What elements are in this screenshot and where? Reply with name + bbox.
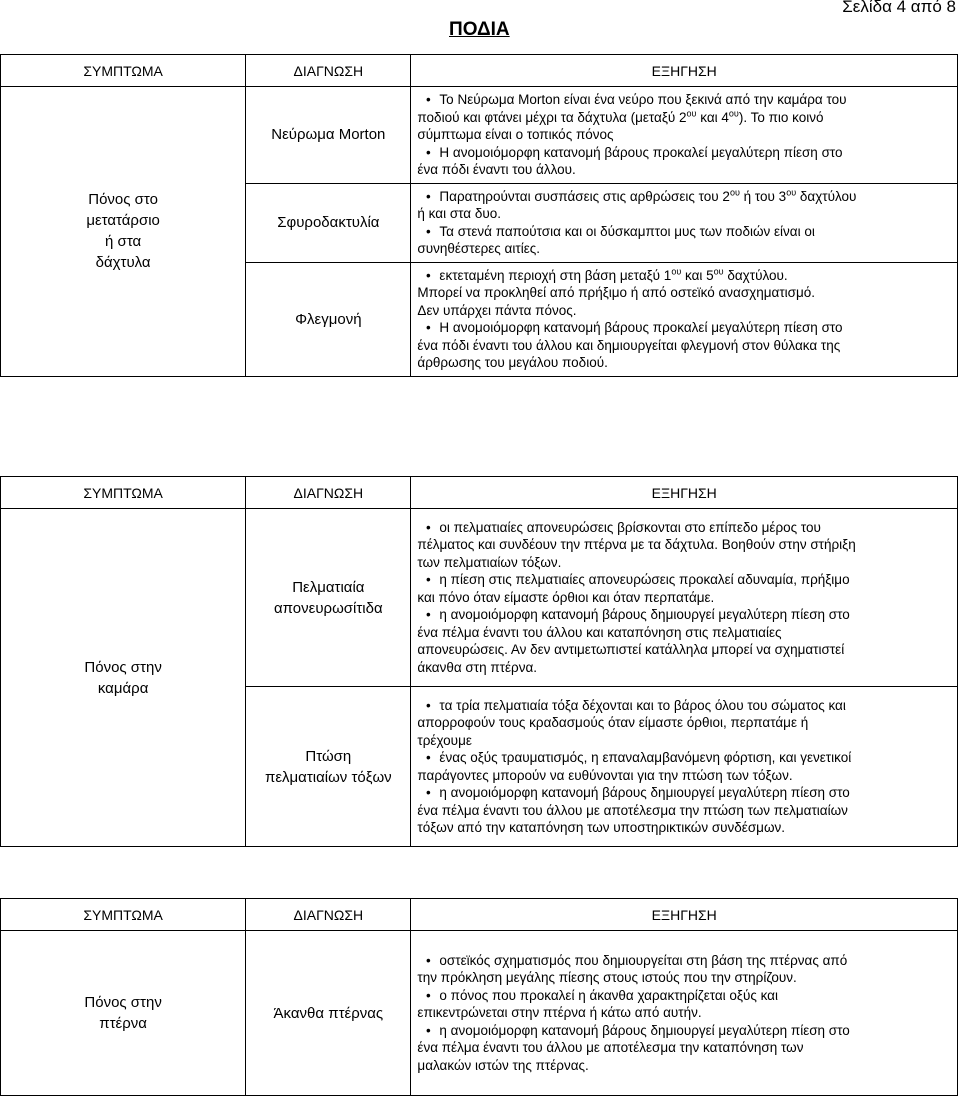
explanation-line [417,1004,941,1022]
bullet-icon: • [426,987,431,1003]
explanation-text: ο πόνος που προκαλεί η άκανθα χαρακτηρίζεται οξύς και [439,987,778,1003]
explanation-text: Τα στενά παπούτσια και οι δύσκαμπτοι μυς των ποδιών είναι οι [439,223,815,239]
explanation-cell [411,931,958,1096]
explanation-text: επικεντρώνεται στην πτέρνα ή κάτω από αυτήν. [417,1005,702,1021]
explanation-line [417,240,941,258]
explanation-text: πέλματος και συνδέουν την πτέρνα με τα δάχτυλα. Βοηθούν στην στήριξη [417,537,856,553]
diagnosis-line: Πτώση [305,747,352,765]
explanation-line [417,624,941,642]
explanation-text: ένα πόδι έναντι του άλλου και δημιουργείται φλεγμονή στον θύλακα της [417,337,841,353]
symptom-table [0,476,958,847]
symptom-table [0,54,958,377]
symptom-line: Πόνος στην [84,658,162,676]
explanation-text: η ανομοιόμορφη κατανομή βάρους δημιουργεί μεγαλύτερη πίεση στο [439,1022,850,1038]
explanation-line [417,987,941,1005]
explanation-cell [411,183,958,262]
explanation-text: ένα πόδι έναντι του άλλου. [417,162,576,177]
explanation-line [417,749,941,767]
symptom-table [0,898,958,1096]
explanation-text: ή του 3 [739,188,787,204]
explanation-cell [411,87,958,184]
explanation-text: τα τρία πελματιαία τόξα δέχονται και το βάρος όλου του σώματος και [439,697,846,713]
explanation-text: σύμπτωμα είναι ο τοπικός πόνος [417,127,614,142]
bullet-icon: • [426,188,431,204]
explanation-line [417,519,941,537]
table-row [1,931,958,1096]
explanation-text: Δεν υπάρχει πάντα πόνος. [417,302,577,318]
diagnosis-line: Φλεγμονή [295,310,362,328]
explanation-line [417,784,941,802]
explanation-line [417,354,941,372]
explanation-line [417,641,941,659]
bullet-icon: • [426,223,431,239]
explanation-line [417,697,941,715]
explanation-text: συνηθέστερες αιτίες. [417,241,540,256]
explanation-line [417,714,941,732]
table-header-row [1,477,958,509]
symptom-line: δάχτυλα [95,254,151,272]
diagnosis-cell [246,931,411,1096]
header-symptom: ΣΥΜΠΤΩΜΑ [1,899,246,931]
symptom-cell [1,87,246,377]
explanation-line [417,205,941,223]
explanation-line [417,109,941,127]
explanation-text: Το Νεύρωμα Morton είναι ένα νεύρο που ξεκινά από την καμάρα του [439,92,847,107]
explanation-text: δαχτύλου. [723,267,788,283]
explanation-line [417,1057,941,1075]
explanation-text: άρθρωσης του μεγάλου ποδιού. [417,355,608,370]
page-number: Σελίδα 4 από 8 [842,0,956,16]
explanation-line [417,302,941,320]
explanation-text: τρέχουμε [417,732,472,748]
explanation-text: Μπορεί να προκληθεί από πρήξιμο ή από οστεϊκό ανασχηματισμό. [417,285,816,300]
explanation-text: ποδιού και φτάνει μέχρι τα δάχτυλα (μεταξύ 2 [417,109,687,125]
explanation-text: ). Το πιο κοινό [738,109,824,125]
explanation-text: ένα πέλμα έναντι του άλλου και καταπόνηση στις πελματιαίες [417,624,782,640]
symptom-line: καμάρα [97,679,149,697]
explanation-line [417,589,941,607]
table-header-row [1,899,958,931]
explanation-line [417,767,941,785]
ordinal-superscript: ου [686,108,697,118]
explanation-text: ένα πέλμα έναντι του άλλου με αποτέλεσμα την πτώση των πελματιαίων [417,802,848,818]
bullet-icon: • [426,267,431,283]
bullet-icon: • [426,572,431,588]
header-explanation: ΕΞΗΓΗΣΗ [411,899,958,931]
explanation-text: άκανθα στη πτέρνα. [417,659,538,675]
explanation-text: παράγοντες μπορούν να ευθύνονται για την πτώση των τόξων. [417,767,793,783]
explanation-text: Παρατηρούνται συσπάσεις στις αρθρώσεις του 2 [439,188,730,204]
explanation-text: τόξων από την καταπόνηση των υποστηρικτικών συνδέσμων. [417,820,785,835]
diagnosis-cell [246,687,411,847]
diagnosis-line: Νεύρωμα Morton [271,126,386,144]
diagnosis-line: Άκανθα πτέρνας [273,1004,384,1022]
explanation-text: Η ανομοιόμορφη κατανομή βάρους προκαλεί μεγαλύτερη πίεση στο [439,144,843,160]
explanation-line [417,819,941,837]
explanation-text: μαλακών ιστών της πτέρνας. [417,1057,589,1073]
diagnosis-cell [246,87,411,184]
symptom-line: Πόνος στην [84,994,162,1011]
explanation-text: απορροφούν τους κραδασμούς όταν είμαστε όρθιοι, περπατάμε ή [417,715,809,730]
ordinal-superscript: ου [728,108,739,118]
header-diagnosis: ΔΙΑΓΝΩΣΗ [246,899,411,931]
diagnosis-line: Σφυροδακτυλία [277,214,380,231]
explanation-line [417,144,941,162]
ordinal-superscript: ου [786,187,797,197]
explanation-line [417,91,941,109]
explanation-text: οι πελματιαίες απονευρώσεις βρίσκονται στο επίπεδο μέρος του [439,519,821,535]
explanation-line [417,659,941,677]
explanation-line [417,267,941,285]
bullet-icon: • [426,785,431,800]
diagnosis-line: πελματιαίων τόξων [264,768,392,786]
explanation-cell [411,262,958,376]
symptom-line: μετατάρσιο [86,212,160,230]
explanation-cell [411,509,958,687]
explanation-text: η πίεση στις πελματιαίες απονευρώσεις προκαλεί αδυναμία, πρήξιμο [439,572,850,588]
page-title: ΠΟΔΙΑ [449,19,510,40]
bullet-icon: • [426,952,431,968]
symptom-cell [1,931,246,1096]
explanation-line [417,1022,941,1040]
header-symptom: ΣΥΜΠΤΩΜΑ [1,55,246,87]
header-explanation: ΕΞΗΓΗΣΗ [411,55,958,87]
explanation-text: η ανομοιόμορφη κατανομή βάρους δημιουργεί μεγαλύτερη πίεση στο [439,607,850,623]
explanation-text: των πελματιαίων τόξων. [417,554,562,570]
diagnosis-line: Πελματιαία [292,578,365,596]
bullet-icon: • [426,607,431,623]
explanation-line [417,606,941,624]
explanation-text: ή και στα δυο. [417,206,502,221]
table-row [1,87,958,184]
explanation-text: δαχτύλου [796,188,857,204]
explanation-line [417,161,941,179]
diagnosis-cell [246,509,411,687]
header-symptom: ΣΥΜΠΤΩΜΑ [1,477,246,509]
explanation-text: και πόνο όταν είμαστε όρθιοι και όταν περπατάμε. [417,589,715,605]
symptom-cell [1,509,246,847]
ordinal-superscript: ου [729,187,740,197]
explanation-line [417,554,941,572]
explanation-text: απονευρώσεις. Αν δεν αντιμετωπιστεί κατάλληλα μπορεί να σχηματιστεί [417,642,845,658]
explanation-line [417,337,941,355]
table-header-row [1,55,958,87]
symptom-line: πτέρνα [99,1015,147,1032]
bullet-icon: • [426,320,431,335]
header-explanation: ΕΞΗΓΗΣΗ [411,477,958,509]
ordinal-superscript: ου [671,266,682,276]
explanation-line [417,802,941,820]
ordinal-superscript: ου [713,266,724,276]
explanation-line [417,571,941,589]
explanation-text: η ανομοιόμορφη κατανομή βάρους δημιουργεί μεγαλύτερη πίεση στο [439,785,850,800]
explanation-text: οστεϊκός σχηματισμός που δημιουργείται στη βάση της πτέρνας από [439,952,848,968]
explanation-line [417,969,941,987]
explanation-text: Η ανομοιόμορφη κατανομή βάρους προκαλεί μεγαλύτερη πίεση στο [439,320,843,335]
bullet-icon: • [426,697,431,713]
explanation-text: και 4 [696,109,729,125]
header-diagnosis: ΔΙΑΓΝΩΣΗ [246,55,411,87]
symptom-line: ή στα [105,233,142,251]
explanation-text: την πρόκληση μεγάλης πίεσης στους ιστούς που την στηρίζουν. [417,970,797,986]
explanation-text: ένας οξύς τραυματισμός, η επαναλαμβανόμενη φόρτιση, και γενετικοί [439,750,852,765]
bullet-icon: • [426,1022,431,1038]
explanation-line [417,284,941,302]
diagnosis-line: απονευρωσίτιδα [274,599,383,617]
diagnosis-cell [246,262,411,376]
symptom-line: Πόνος στο [88,191,158,209]
explanation-line [417,126,941,144]
table-row [1,509,958,687]
explanation-line [417,223,941,241]
explanation-line [417,188,941,206]
explanation-text: ένα πέλμα έναντι του άλλου με αποτέλεσμα την καταπόνηση των [417,1040,804,1056]
bullet-icon: • [426,92,431,107]
header-diagnosis: ΔΙΑΓΝΩΣΗ [246,477,411,509]
explanation-line [417,952,941,970]
explanation-line [417,732,941,750]
explanation-text: εκτεταμένη περιοχή στη βάση μεταξύ 1 [439,267,672,283]
bullet-icon: • [426,750,431,765]
diagnosis-cell [246,183,411,262]
explanation-line [417,1039,941,1057]
bullet-icon: • [426,519,431,535]
explanation-text: και 5 [681,267,714,283]
bullet-icon: • [426,144,431,160]
explanation-cell [411,687,958,847]
explanation-line [417,536,941,554]
explanation-line [417,319,941,337]
